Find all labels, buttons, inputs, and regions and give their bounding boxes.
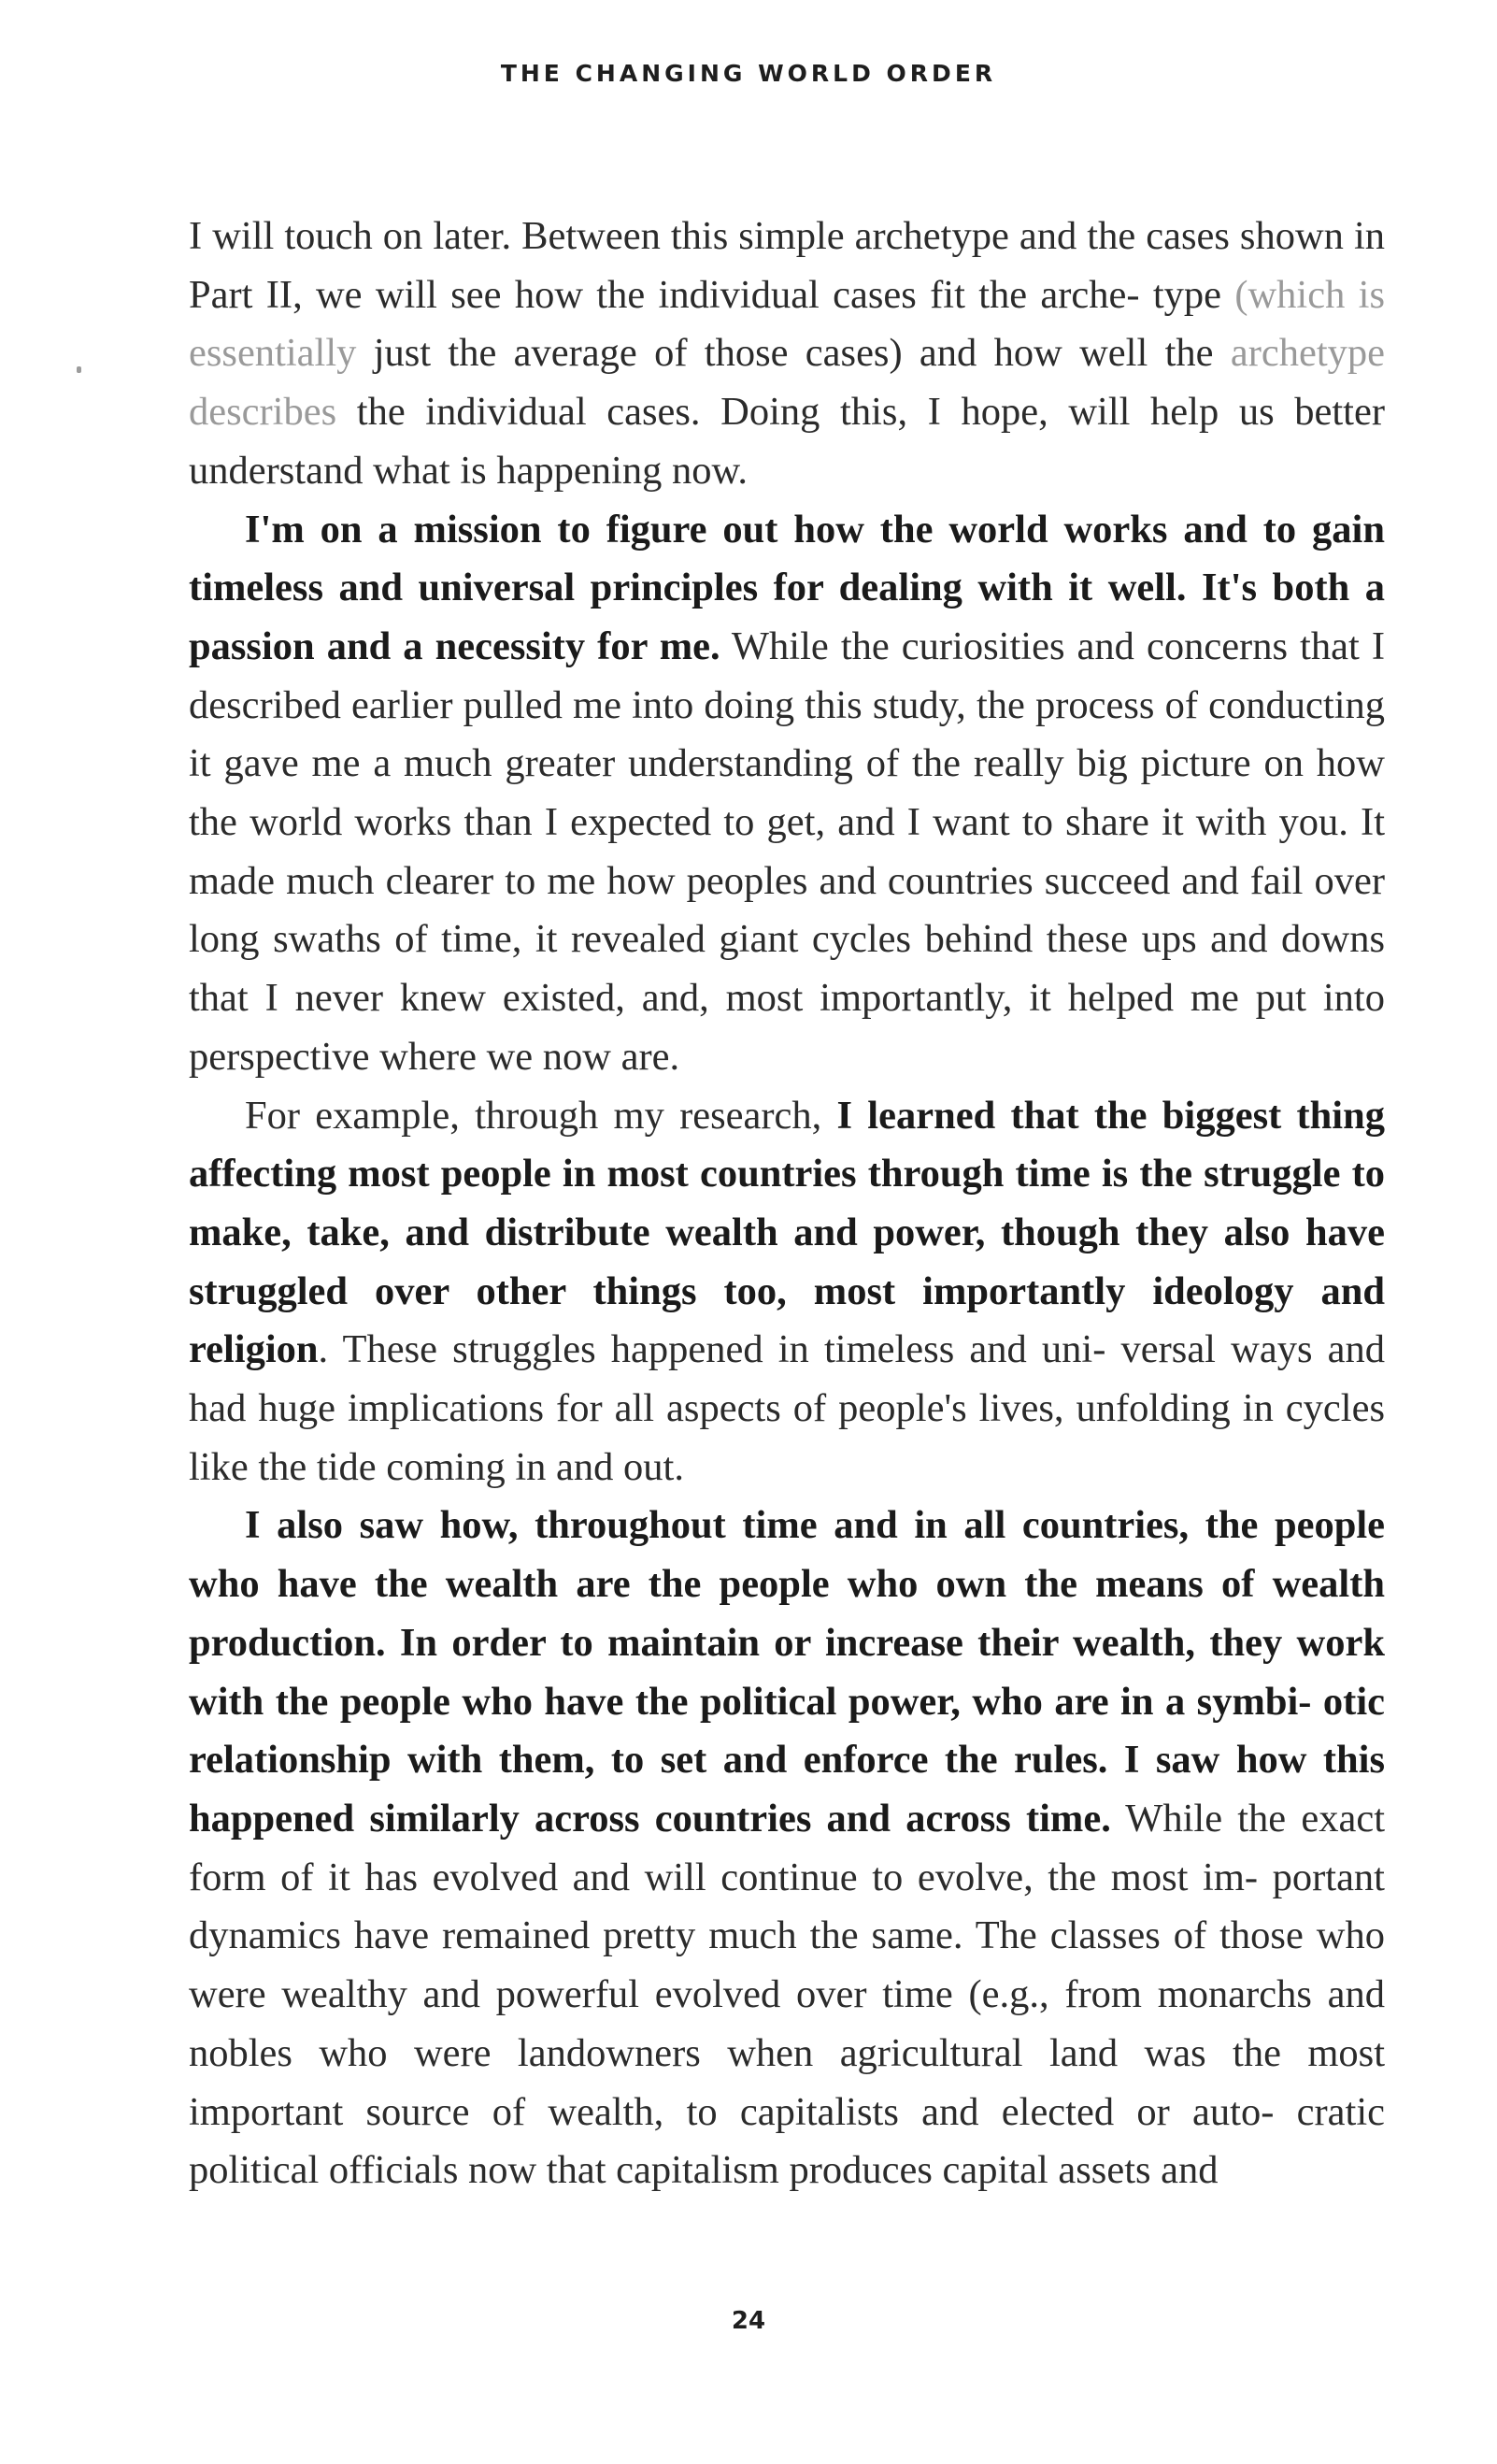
paragraph-2 <box>189 501 1385 1087</box>
paragraph-3-lead: For example, through my research, <box>245 1093 837 1138</box>
paragraph-1-text-c: the individual cases. Doing this, I hope, will help us better understand what is happening now. <box>189 390 1385 493</box>
paragraph-2-bold: I'm on a mission to figure out how the world works and to gain timeless and universal principles for dealing with it well. It's both a passion and a necessity for me. <box>189 507 1385 668</box>
paragraph-4 <box>189 1497 1385 2199</box>
body-text <box>189 208 1385 2200</box>
paragraph-2-text: While the curiosities and concerns that I described earlier pulled me into doing this study, the process of conducting it gave me a much greater understanding of the really big picture on how the world works than I expected to get, and I want to share it with you. It made much clearer to me how peoples and countries succeed and fail over long swaths of time, it revealed giant cycles behind these ups and downs that I never knew existed, and, most importantly, it helped me put into perspective where we now are. <box>189 623 1385 1079</box>
paragraph-3-bold: I learned that the biggest thing affecting most people in most countries through time is the struggle to make, take, and distribute wealth and power, though they also have struggled over other things too, most importantly ideology and religion <box>189 1093 1385 1372</box>
paragraph-1 <box>189 208 1385 501</box>
paragraph-3 <box>189 1087 1385 1497</box>
paragraph-3-text: . These struggles happened in timeless and uni- versal ways and had huge implications for all aspects of people's lives, unfolding in cycles like the tide coming in and out. <box>189 1327 1385 1489</box>
margin-mark <box>77 366 81 373</box>
page-number: 24 <box>731 2307 766 2335</box>
paragraph-1-faded-b: archetype describes <box>189 331 1385 435</box>
paragraph-1-text-a: I will touch on later. Between this simple archetype and the cases shown in Part II, we will see how the individual cases fit the arche- type <box>189 214 1385 317</box>
paragraph-1-text-b: just the average of those cases) and how well the <box>356 331 1231 376</box>
paragraph-1-faded-a: (which is essentially <box>189 272 1385 376</box>
running-header: THE CHANGING WORLD ORDER <box>500 60 997 87</box>
paragraph-4-text: While the exact form of it has evolved and will continue to evolve, the most im- portant dynamics have remained pretty much the same. The classes of those who were wealthy and powerful evolved over time (e.g., from monarchs and nobles who were landowners when agricultural land was the most important source of wealth, to capitalists and elected or auto- cratic political officials now that capitalism produces capital assets and <box>189 1796 1385 2193</box>
paragraph-4-bold: I also saw how, throughout time and in all countries, the people who have the wealth are the people who own the means of wealth production. In order to maintain or increase their wealth, they work with the people who have the political power, who are in a symbi- otic relationship with them, to set and enforce the rules. I saw how this happened similarly across countries and across time. <box>189 1503 1385 1841</box>
